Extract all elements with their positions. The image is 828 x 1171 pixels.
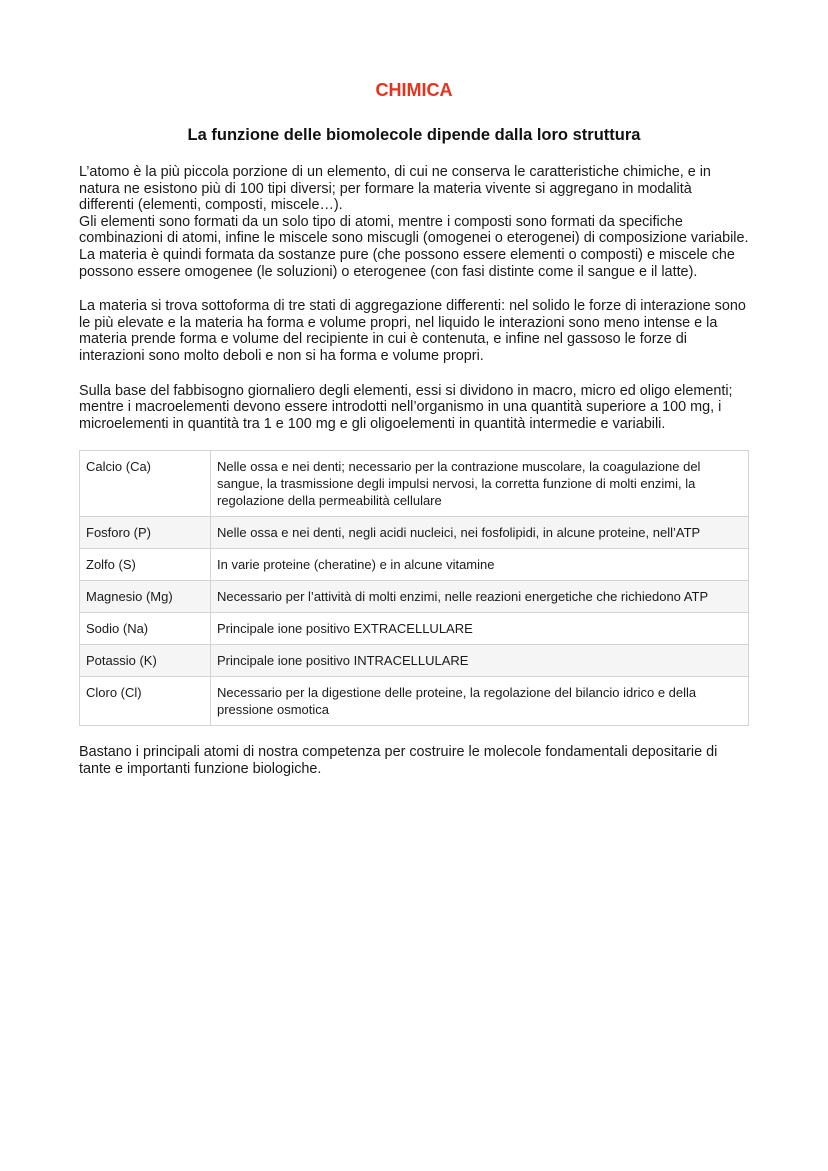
- element-name-cell: Cloro (Cl): [80, 677, 211, 726]
- element-role-cell: Necessario per la digestione delle proteine, la regolazione del bilancio idrico e della pressione osmotica: [211, 677, 749, 726]
- intro-section: [79, 164, 749, 280]
- element-name-cell: Calcio (Ca): [80, 451, 211, 517]
- document-page: [79, 78, 749, 778]
- element-role-cell: Nelle ossa e nei denti, negli acidi nucleici, nei fosfolipidi, in alcune proteine, nell’ATP: [211, 517, 749, 549]
- table-row: [80, 451, 749, 517]
- elements-table: [79, 450, 749, 726]
- table-row: [80, 549, 749, 581]
- intro-paragraph-matter: La materia è quindi formata da sostanze pure (che possono essere elementi o composti) e miscele che possono essere omogenee (le soluzioni) o eterogenee (con fasi distinte come il sangue e il latte).: [79, 246, 735, 280]
- element-role-cell: Principale ione positivo INTRACELLULARE: [211, 645, 749, 677]
- elements-paragraph: Sulla base del fabbisogno giornaliero degli elementi, essi si dividono in macro, micro ed oligo elementi; mentre i macroelementi devono essere introdotti nell’organismo in una quantità superiore a 100 mg, i microelementi in quantità tra 1 e 100 mg e gli oligoelementi in quantità intermedie e variabili.: [79, 382, 733, 432]
- table-row: [80, 517, 749, 549]
- element-role-cell: Nelle ossa e nei denti; necessario per la contrazione muscolare, la coagulazione del sangue, la trasmissione degli impulsi nervosi, la corretta funzione di molti enzimi, la regolazione della permeabilità cellulare: [211, 451, 749, 517]
- element-role-cell: Necessario per l’attività di molti enzimi, nelle reazioni energetiche che richiedono ATP: [211, 581, 749, 613]
- intro-paragraph-elements: Gli elementi sono formati da un solo tipo di atomi, mentre i composti sono formati da specifiche combinazioni di atomi, infine le miscele sono miscugli (omogenei o eterogenei) di composizione variabile.: [79, 213, 749, 247]
- page-title: CHIMICA: [375, 80, 453, 100]
- element-name-cell: Magnesio (Mg): [80, 581, 211, 613]
- element-role-cell: Principale ione positivo EXTRACELLULARE: [211, 613, 749, 645]
- states-section: [79, 298, 749, 364]
- closing-section: [79, 744, 749, 777]
- intro-paragraph-atom: L’atomo è la più piccola porzione di un elemento, di cui ne conserva le caratteristiche chimiche, e in natura ne esistono più di 100 tipi diversi; per formare la materia vivente si aggregano in modalità differenti (elementi, composti, miscele…).: [79, 164, 711, 214]
- table-row: [80, 613, 749, 645]
- table-row: [80, 677, 749, 726]
- element-name-cell: Potassio (K): [80, 645, 211, 677]
- table-row: [80, 581, 749, 613]
- element-name-cell: Sodio (Na): [80, 613, 211, 645]
- table-row: [80, 645, 749, 677]
- elements-section: [79, 383, 749, 433]
- element-role-cell: In varie proteine (cheratine) e in alcune vitamine: [211, 549, 749, 581]
- element-name-cell: Zolfo (S): [80, 549, 211, 581]
- states-paragraph: La materia si trova sottoforma di tre stati di aggregazione differenti: nel solido le forze di interazione sono le più elevate e la materia ha forma e volume propri, nel liquido le interazioni sono meno intense e la materia prende forma e volume del recipiente in cui è contenuta, e infine nel gassoso le forze di interazioni sono molto deboli e non si ha forma e volume propri.: [79, 298, 746, 364]
- page-subtitle: La funzione delle biomolecole dipende dalla loro struttura: [187, 126, 641, 144]
- element-name-cell: Fosforo (P): [80, 517, 211, 549]
- closing-paragraph: Bastano i principali atomi di nostra competenza per costruire le molecole fondamentali depositarie di tante e importanti funzione biologiche.: [79, 744, 718, 777]
